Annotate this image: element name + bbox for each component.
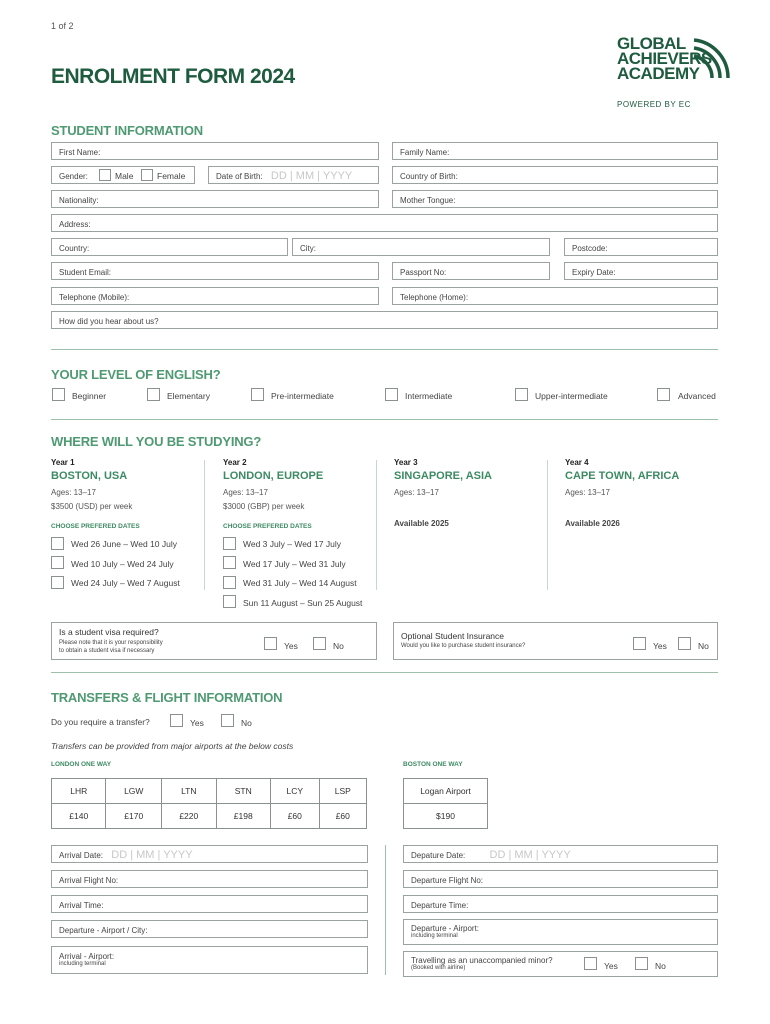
gender-label: Gender: (59, 172, 88, 181)
departure-city-label: Departure - Airport / City: (59, 926, 148, 935)
airport-code: STN (216, 779, 270, 804)
pre-intermediate-label: Pre-intermediate (271, 391, 334, 401)
logo-line-1: GLOBAL (617, 34, 686, 53)
table-row (52, 779, 367, 804)
departure-airport-field[interactable] (403, 919, 718, 945)
minor-no-label: No (655, 961, 666, 971)
location-year: Year 4 (565, 458, 589, 467)
column-divider (385, 845, 386, 975)
location-price: $3500 (USD) per week (51, 502, 133, 511)
intermediate-checkbox[interactable] (385, 388, 398, 401)
airport-name: Logan Airport (404, 779, 488, 804)
departure-flight-field[interactable] (403, 870, 718, 888)
arrival-date-placeholder: DD | MM | YYYY (111, 849, 193, 861)
insurance-no-checkbox[interactable] (678, 637, 691, 650)
column-divider (376, 460, 377, 590)
visa-note-2: to obtain a student visa if necessary (59, 648, 155, 654)
telephone-home-field[interactable] (392, 287, 718, 305)
logo (617, 36, 732, 112)
departure-city-field[interactable] (51, 920, 368, 938)
minor-yes-checkbox[interactable] (584, 957, 597, 970)
choose-dates-label: CHOOSE PREFERED DATES (51, 523, 140, 530)
airport-price: £60 (271, 804, 320, 829)
transfer-yes-checkbox[interactable] (170, 714, 183, 727)
telephone-home-label: Telephone (Home): (400, 293, 469, 302)
upper-intermediate-label: Upper-intermediate (535, 391, 608, 401)
date-option-label: Wed 26 June – Wed 10 July (71, 539, 178, 549)
intermediate-label: Intermediate (405, 391, 453, 401)
date-checkbox[interactable] (223, 576, 236, 589)
divider (51, 419, 718, 420)
gender-male-checkbox[interactable] (99, 169, 111, 181)
unaccompanied-minor-note: (Booked with airline) (411, 965, 466, 971)
location-price: $3000 (GBP) per week (223, 502, 305, 511)
departure-date-label: Depature Date: (411, 851, 466, 860)
visa-no-label: No (333, 641, 344, 651)
first-name-label: First Name: (59, 148, 101, 157)
location-year: Year 1 (51, 458, 75, 467)
location-city: LONDON, EUROPE (223, 470, 324, 482)
airport-price: £140 (52, 804, 106, 829)
english-level-heading: YOUR LEVEL OF ENGLISH? (51, 367, 221, 382)
boston-fares-table (403, 778, 488, 829)
availability-label: Available 2025 (394, 519, 449, 528)
upper-intermediate-checkbox[interactable] (515, 388, 528, 401)
departure-date-placeholder: DD | MM | YYYY (489, 849, 571, 861)
dob-placeholder: DD | MM | YYYY (270, 170, 353, 182)
arrival-time-label: Arrival Time: (59, 901, 104, 910)
address-label: Address: (59, 220, 91, 229)
telephone-mobile-field[interactable] (51, 287, 379, 305)
visa-yes-label: Yes (284, 641, 298, 651)
london-fares-table (51, 778, 367, 829)
arrival-terminal-note: including terminal (59, 961, 106, 967)
first-name-field[interactable] (51, 142, 379, 160)
table-row (404, 779, 488, 804)
hear-about-us-label: How did you hear about us? (59, 317, 159, 326)
logo-line-3: ACADEMY (617, 64, 700, 83)
beginner-checkbox[interactable] (52, 388, 65, 401)
location-ages: Ages: 13–17 (565, 488, 610, 497)
visa-no-checkbox[interactable] (313, 637, 326, 650)
location-ages: Ages: 13–17 (51, 488, 96, 497)
insurance-no-label: No (698, 641, 709, 651)
date-option-label: Wed 17 July – Wed 31 July (243, 559, 346, 569)
arrival-time-field[interactable] (51, 895, 368, 913)
nationality-label: Nationality: (59, 196, 99, 205)
airport-price: £220 (162, 804, 216, 829)
date-option-label: Wed 3 July – Wed 17 July (243, 539, 341, 549)
family-name-label: Family Name: (400, 148, 450, 157)
gender-female-label: Female (157, 171, 186, 181)
studying-heading: WHERE WILL YOU BE STUDYING? (51, 434, 262, 449)
gender-female-checkbox[interactable] (141, 169, 153, 181)
elementary-checkbox[interactable] (147, 388, 160, 401)
visa-question: Is a student visa required? (59, 627, 159, 637)
departure-time-field[interactable] (403, 895, 718, 913)
date-option-label: Wed 10 July – Wed 24 July (71, 559, 174, 569)
location-city: CAPE TOWN, AFRICA (565, 470, 680, 482)
location-year: Year 3 (394, 458, 418, 467)
location-year: Year 2 (223, 458, 247, 467)
student-email-label: Student Email: (59, 268, 112, 277)
divider (51, 672, 718, 673)
airport-price: $190 (404, 804, 488, 829)
hear-about-us-field[interactable] (51, 311, 718, 329)
telephone-mobile-label: Telephone (Mobile): (59, 293, 130, 302)
expiry-date-label: Expiry Date: (572, 268, 616, 277)
date-option-label: Wed 31 July – Wed 14 August (243, 578, 357, 588)
airport-price: £60 (319, 804, 366, 829)
visa-note-1: Please note that it is your responsibility (59, 640, 163, 646)
airport-code: LHR (52, 779, 106, 804)
departure-terminal-note: including terminal (411, 933, 458, 939)
airport-code: LCY (271, 779, 320, 804)
location-ages: Ages: 13–17 (223, 488, 268, 497)
airport-code: LSP (319, 779, 366, 804)
city-label: City: (300, 244, 316, 253)
departure-time-label: Departure Time: (411, 901, 469, 910)
choose-dates-label: CHOOSE PREFERED DATES (223, 523, 312, 530)
date-checkbox[interactable] (51, 537, 64, 550)
insurance-yes-checkbox[interactable] (633, 637, 646, 650)
passport-label: Passport No: (400, 268, 447, 277)
date-checkbox[interactable] (51, 556, 64, 569)
airport-price: £170 (106, 804, 162, 829)
insurance-box (393, 622, 718, 660)
address-field[interactable] (51, 214, 718, 232)
country-of-birth-label: Country of Birth: (400, 172, 458, 181)
airport-code: LTN (162, 779, 216, 804)
location-city: SINGAPORE, ASIA (394, 470, 492, 482)
logo-tagline: POWERED BY EC (617, 100, 691, 109)
insurance-yes-label: Yes (653, 641, 667, 651)
advanced-label: Advanced (678, 391, 716, 401)
date-option-label: Sun 11 August – Sun 25 August (243, 598, 363, 608)
passport-field[interactable] (392, 262, 550, 280)
transfer-question: Do you require a transfer? (51, 717, 150, 727)
minor-yes-label: Yes (604, 961, 618, 971)
visa-yes-checkbox[interactable] (264, 637, 277, 650)
arrival-airport-field[interactable] (51, 946, 368, 974)
advanced-checkbox[interactable] (657, 388, 670, 401)
date-checkbox[interactable] (223, 537, 236, 550)
arrival-airport-label: Arrival - Airport: (59, 952, 115, 961)
expiry-date-field[interactable] (564, 262, 718, 280)
country-field[interactable] (51, 238, 288, 256)
page-indicator: 1 of 2 (51, 21, 74, 31)
mother-tongue-label: Mother Tongue: (400, 196, 456, 205)
boston-one-way-label: BOSTON ONE WAY (403, 761, 463, 768)
transfer-no-checkbox[interactable] (221, 714, 234, 727)
column-divider (547, 460, 548, 590)
nationality-field[interactable] (51, 190, 379, 208)
transfers-heading: TRANSFERS & FLIGHT INFORMATION (51, 690, 283, 705)
minor-no-checkbox[interactable] (635, 957, 648, 970)
dob-label: Date of Birth: (216, 172, 263, 181)
unaccompanied-minor-field (403, 951, 718, 977)
departure-flight-label: Departure Flight No: (411, 876, 484, 885)
divider (51, 349, 718, 350)
table-row (404, 804, 488, 829)
country-label: Country: (59, 244, 90, 253)
table-row (52, 804, 367, 829)
logo-line-2: ACHIEVERS (617, 49, 712, 68)
student-information-heading: STUDENT INFORMATION (51, 123, 203, 138)
elementary-label: Elementary (167, 391, 210, 401)
page-title: ENROLMENT FORM 2024 (51, 65, 295, 88)
location-ages: Ages: 13–17 (394, 488, 439, 497)
arrival-flight-field[interactable] (51, 870, 368, 888)
beginner-label: Beginner (72, 391, 107, 401)
transfer-yes-label: Yes (190, 718, 204, 728)
date-checkbox[interactable] (223, 595, 236, 608)
postcode-field[interactable] (564, 238, 718, 256)
insurance-note: Would you like to purchase student insurance? (401, 643, 526, 649)
transfer-no-label: No (241, 718, 252, 728)
pre-intermediate-checkbox[interactable] (251, 388, 264, 401)
departure-airport-label: Departure - Airport: (411, 924, 480, 933)
unaccompanied-minor-label: Travelling as an unaccompanied minor? (411, 956, 553, 965)
mother-tongue-field[interactable] (392, 190, 718, 208)
airport-code: LGW (106, 779, 162, 804)
column-divider (204, 460, 205, 590)
location-city: BOSTON, USA (51, 470, 128, 482)
insurance-question: Optional Student Insurance (401, 631, 505, 641)
date-checkbox[interactable] (223, 556, 236, 569)
arrival-date-field[interactable] (51, 845, 368, 863)
family-name-field[interactable] (392, 142, 718, 160)
arrival-flight-label: Arrival Flight No: (59, 876, 119, 885)
date-option-label: Wed 24 July – Wed 7 August (71, 578, 180, 588)
date-checkbox[interactable] (51, 576, 64, 589)
student-email-field[interactable] (51, 262, 379, 280)
departure-date-field[interactable] (403, 845, 718, 863)
transfer-note: Transfers can be provided from major airports at the below costs (51, 741, 294, 751)
airport-price: £198 (216, 804, 270, 829)
country-of-birth-field[interactable] (392, 166, 718, 184)
london-one-way-label: LONDON ONE WAY (51, 761, 112, 768)
logo-arc-icon (692, 36, 732, 84)
postcode-label: Postcode: (572, 244, 608, 253)
arrival-date-label: Arrival Date: (59, 851, 104, 860)
date-of-birth-field[interactable] (208, 166, 379, 184)
city-field[interactable] (292, 238, 550, 256)
gender-male-label: Male (115, 171, 134, 181)
availability-label: Available 2026 (565, 519, 620, 528)
